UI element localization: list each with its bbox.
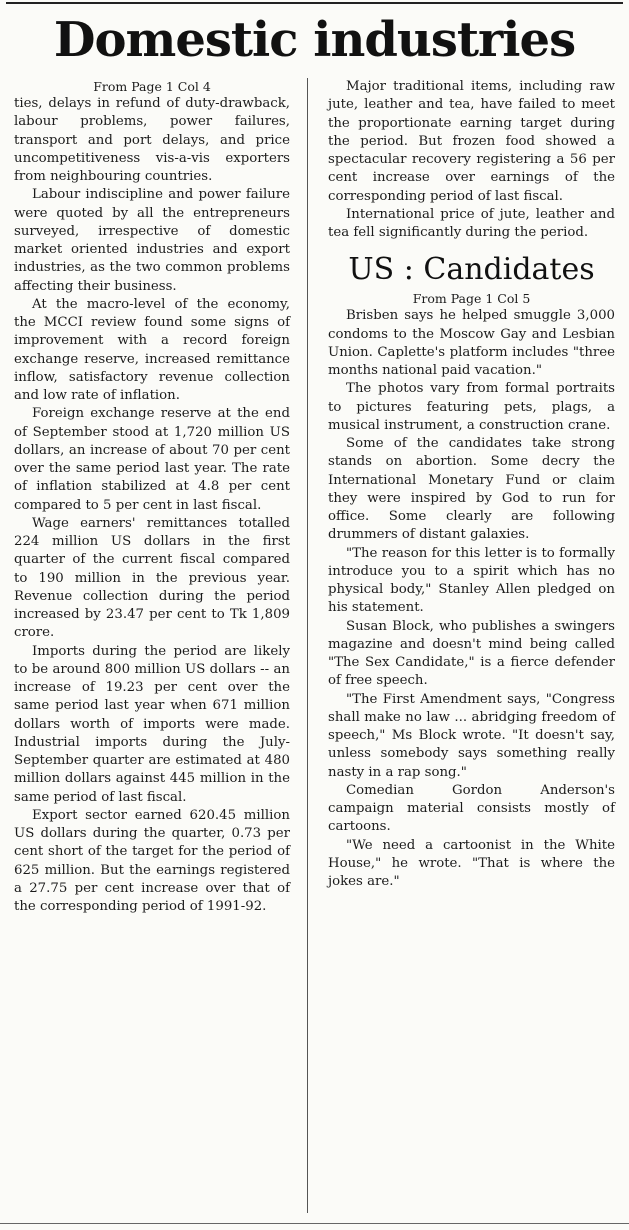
article-paragraph: Wage earners' remittances totalled 224 million US dollars in the first quarter of the current fiscal compared to 190 million in the previous year. Revenue collection during the period increased by 23.47 per cent to Tk 1,809 crore. xyxy=(14,515,290,641)
top-rule xyxy=(6,2,623,4)
article-paragraph: Export sector earned 620.45 million US dollars during the quarter, 0.73 per cent short of the target for the period of 625 million. But the earnings registered a 27.75 per cent increase over that of the corresponding period of 1991-92. xyxy=(14,807,290,914)
article-paragraph: "The reason for this letter is to formally introduce you to a spirit which has no physical body," Stanley Allen pledged on his statement. xyxy=(328,545,615,616)
article-paragraph: International price of jute, leather and tea fell significantly during the period. xyxy=(328,206,615,240)
article-paragraph: ties, delays in refund of duty-drawback, labour problems, power failures, transport and port delays, and price uncompetitiveness vis-a-vis exporters from neighbouring countries. xyxy=(14,96,290,184)
column-divider xyxy=(307,78,308,1213)
article-paragraph: Major traditional items, including raw jute, leather and tea, have failed to meet the proportionate earning target during the period. But frozen food showed a spectacular recovery registering a 56 per cent increase over earnings of the corresponding period of last fiscal. xyxy=(328,79,615,204)
headline: Domestic industries xyxy=(53,12,576,68)
article-paragraph: Foreign exchange reserve at the end of September stood at 1,720 million US dollars, an increase of about 70 per cent over the same period last year. The rate of inflation stabilized at 4.8 per cent compared to 5 per cent in last fiscal. xyxy=(14,406,290,513)
left-column xyxy=(14,78,290,916)
article-paragraph: The photos vary from formal portraits to pictures featuring pets, plags, a musical instrument, a construction crane. xyxy=(328,381,615,433)
jump-line-left: From Page 1 Col 4 xyxy=(93,79,211,94)
bottom-rule xyxy=(0,1223,629,1224)
right-column xyxy=(328,78,615,891)
subheadline: US : Candidates xyxy=(348,252,595,288)
article-paragraph: Susan Block, who publishes a swingers magazine and doesn't mind being called "The Sex Candidate," is a fierce defender of free speech. xyxy=(328,618,615,689)
article-paragraph: Labour indiscipline and power failure were quoted by all the entrepreneurs surveyed, irrespective of domestic market oriented industries and export industries, as the two common problems affecting their business. xyxy=(14,187,290,294)
article-paragraph: "We need a cartoonist in the White House," he wrote. "That is where the jokes are." xyxy=(328,837,615,889)
article-paragraph: Brisben says he helped smuggle 3,000 condoms to the Moscow Gay and Lesbian Union. Caplette's platform includes "three months national paid vacation." xyxy=(328,308,615,378)
article-paragraph: Some of the candidates take strong stands on abortion. Some decry the International Monetary Fund or claim they were inspired by God to run for office. Some clearly are following drummers of distant galaxies. xyxy=(328,436,615,543)
jump-line-right: From Page 1 Col 5 xyxy=(412,291,531,307)
article-paragraph: "The First Amendment says, "Congress shall make no law ... abridging freedom of speech," Ms Block wrote. "It doesn't say, unless somebody says something really nasty in a rap song." xyxy=(328,691,615,780)
article-paragraph: At the macro-level of the economy, the MCCI review found some signs of improvement with a record foreign exchange reserve, increased remittance inflow, satisfactory revenue collection and low rate of inflation. xyxy=(14,296,290,403)
article-paragraph: Comedian Gordon Anderson's campaign material consists mostly of cartoons. xyxy=(328,782,615,835)
article-paragraph: Imports during the period are likely to be around 800 million US dollars -- an increase of 19.23 per cent over the same period last year when 671 million dollars worth of imports were made. Industrial imports during the July-September quarter are estimated at 480 million dollars against 445 million in the same period of last fiscal. xyxy=(14,643,290,805)
